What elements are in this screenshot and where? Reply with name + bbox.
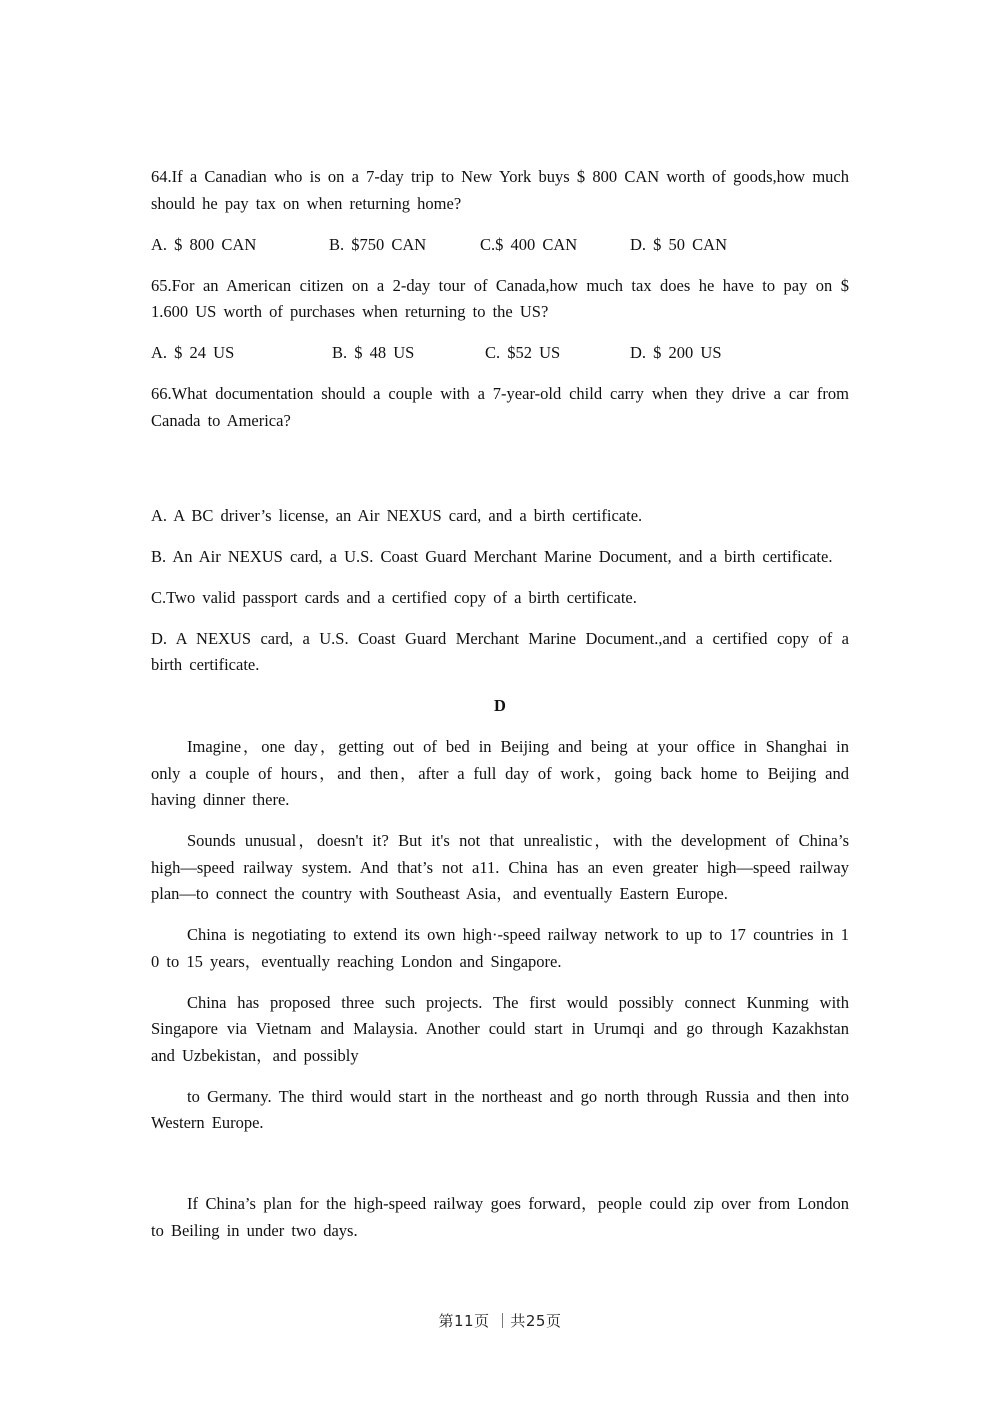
question-64-option-c: C.$ 400 CAN: [480, 234, 578, 254]
page-content: [151, 164, 849, 1259]
question-66-option-b: B. An Air NEXUS card, a U.S. Coast Guard Merchant Marine Document, and a birth certificate.: [151, 546, 833, 566]
question-64-options: [151, 232, 849, 259]
passage-d-paragraph-3: China is negotiating to extend its own high·-speed railway network to up to 17 countries in 1 0 to 15 years，eventually reaching London and Singapore.: [151, 925, 849, 971]
passage-d-paragraph-4: China has proposed three such projects. The first would possibly connect Kunming with Singapore via Vietnam and Malaysia. Another could start in Urumqi and go through Kazakhstan and Uzbekistan，and possibly: [151, 992, 849, 1065]
question-66-stem: 66.What documentation should a couple with a 7-year-old child carry when they drive a car from Canada to America?: [151, 384, 849, 430]
passage-d-title: D: [494, 696, 506, 715]
question-65-option-b: B. $ 48 US: [332, 343, 415, 362]
question-64-option-b: B. $750 CAN: [329, 234, 427, 254]
question-65-options: [151, 340, 849, 367]
page-number-footer: 第11页 ｜共25页: [438, 1312, 562, 1330]
passage-d-paragraph-5: to Germany. The third would start in the northeast and go north through Russia and then into Western Europe.: [151, 1086, 849, 1132]
question-65-option-d: D. $ 200 US: [630, 343, 722, 362]
question-64-stem: 64.If a Canadian who is on a 7-day trip to New York buys $ 800 CAN worth of goods,how much should he pay tax on when returning home?: [151, 167, 849, 213]
question-66-option-c: C.Two valid passport cards and a certified copy of a birth certificate.: [151, 587, 637, 607]
question-64-option-a: A. $ 800 CAN: [151, 234, 257, 254]
spacer: [151, 1151, 849, 1191]
question-64-option-d: D. $ 50 CAN: [630, 234, 728, 254]
question-65-option-c: C. $52 US: [485, 343, 561, 362]
question-65-option-a: A. $ 24 US: [151, 343, 235, 362]
spacer: [151, 449, 849, 503]
question-66-option-d: D. A NEXUS card, a U.S. Coast Guard Merchant Marine Document.,and a certified copy of a birth certificate.: [151, 628, 849, 674]
passage-d-paragraph-1: Imagine，one day，getting out of bed in Beijing and being at your office in Shanghai in only a couple of hours，and then，after a full day of work，going back home to Beijing and having dinner there.: [151, 737, 849, 809]
passage-d-paragraph-2: Sounds unusual，doesn't it? But it's not that unrealistic，with the development of China’s high—speed railway system. And that’s not a11. China has an even greater high—speed railway plan—to connect the country with Southeast Asia，and eventually Eastern Europe.: [151, 831, 849, 903]
passage-d-paragraph-6: If China’s plan for the high-speed railway goes forward，people could zip over from London to Beiling in under two days.: [151, 1194, 849, 1240]
question-65-stem: 65.For an American citizen on a 2-day tour of Canada,how much tax does he have to pay on $ 1.600 US worth of purchases when returning to the US?: [151, 275, 849, 321]
question-66-option-a: A. A BC driver’s license, an Air NEXUS card, and a birth certificate.: [151, 505, 643, 525]
